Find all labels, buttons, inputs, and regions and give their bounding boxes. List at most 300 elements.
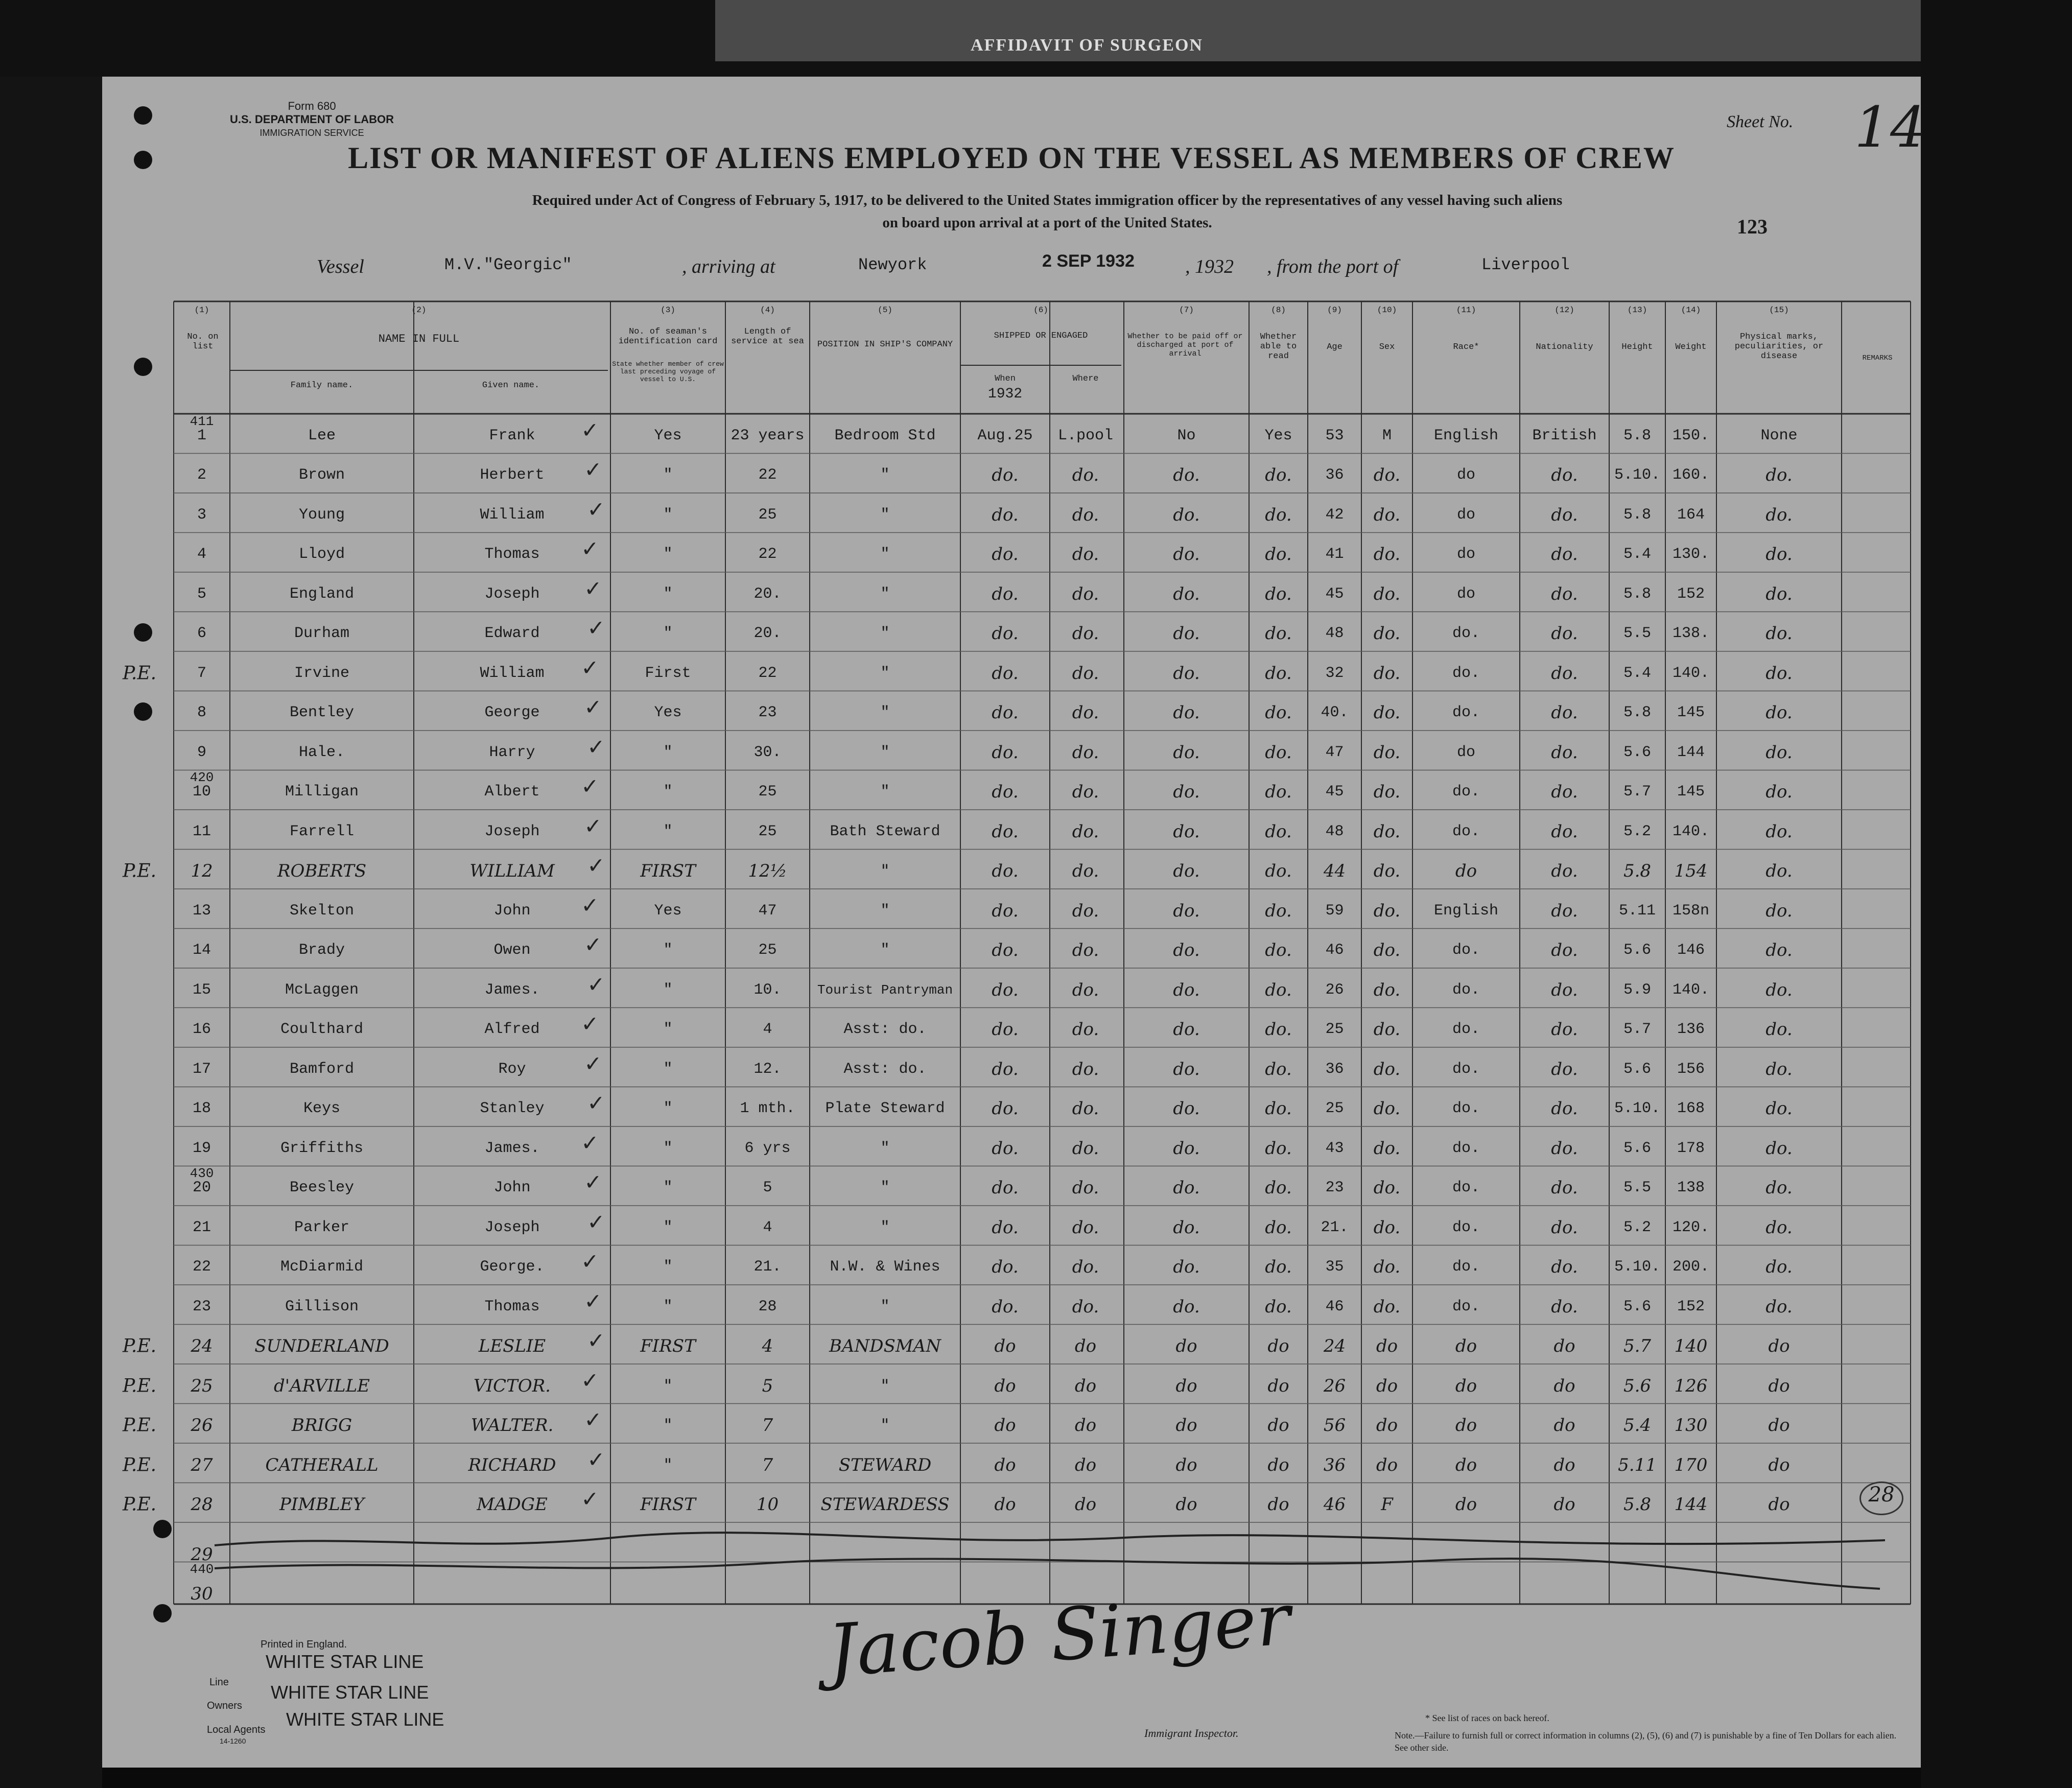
family-name-cell: Gillison (285, 1298, 359, 1315)
header-weight: Weight (1675, 342, 1707, 352)
affidavit-heading: AFFIDAVIT OF SURGEON (971, 36, 1203, 55)
row-number-cell: 6 (197, 625, 206, 643)
row-number-cell: 15 (192, 981, 211, 999)
column-number: (10) (1377, 305, 1397, 315)
family-name-cell: CATHERALL (265, 1454, 379, 1475)
height-cell: 5.6 (1623, 743, 1651, 761)
sheet-number-label: Sheet No. (1727, 112, 1794, 131)
length-of-service-cell: 7 (762, 1454, 773, 1475)
check-mark-icon: ✓ (588, 734, 603, 762)
engaged-where-cell: do. (1072, 1098, 1099, 1119)
check-mark-icon: ✓ (588, 497, 603, 525)
length-of-service-cell: 20. (754, 625, 782, 643)
column-number: (6) (1033, 305, 1048, 315)
row-number-cell: 12 (191, 861, 213, 882)
seaman-card-cell: Yes (654, 704, 682, 722)
age-cell: 48 (1325, 822, 1344, 840)
able-to-read-cell: do. (1265, 782, 1292, 803)
sex-cell: do. (1373, 1217, 1401, 1238)
able-to-read-cell: do. (1265, 1138, 1292, 1159)
nationality-cell: do. (1551, 465, 1578, 486)
physical-marks-cell: do. (1765, 1098, 1793, 1119)
row-number-cell: 30 (191, 1584, 213, 1605)
engaged-where-cell: L.pool (1057, 427, 1114, 444)
family-name-cell: Coulthard (280, 1021, 364, 1039)
sex-cell: do. (1373, 742, 1401, 763)
able-to-read-cell: do (1267, 1336, 1289, 1357)
engaged-when-cell: do. (992, 742, 1019, 763)
given-name-cell: Thomas (484, 546, 540, 563)
sex-cell: do. (1373, 583, 1401, 604)
row-number-cell: 29 (191, 1544, 213, 1565)
engaged-when-cell: do. (992, 1138, 1019, 1159)
paid-off-cell: do. (1173, 465, 1200, 486)
physical-marks-cell: do. (1765, 1257, 1793, 1278)
column-number: (11) (1456, 305, 1476, 315)
height-cell: 5.6 (1623, 942, 1651, 959)
column-number: (4) (760, 305, 775, 315)
inspector-title: Immigrant Inspector. (1144, 1727, 1239, 1739)
height-cell: 5.7 (1623, 1021, 1651, 1039)
length-of-service-cell: 6 yrs (744, 1139, 791, 1157)
position-cell: Bath Steward (830, 822, 940, 840)
seaman-card-cell: " (663, 1100, 673, 1118)
given-name-cell: WILLIAM (469, 861, 555, 882)
row-number-cell: 25 (191, 1375, 213, 1396)
height-cell: 5.6 (1623, 1375, 1652, 1396)
paid-off-cell: do. (1173, 1217, 1200, 1238)
column-number: (1) (194, 305, 209, 315)
height-cell: 5.4 (1623, 1415, 1652, 1436)
column-number: (12) (1555, 305, 1574, 315)
length-of-service-cell: 25 (758, 506, 777, 524)
given-name-cell: Joseph (484, 585, 540, 603)
physical-marks-cell: do. (1765, 702, 1793, 723)
check-mark-icon: ✓ (585, 813, 600, 841)
height-cell: 5.4 (1623, 664, 1651, 682)
sex-cell: do. (1373, 702, 1401, 723)
paid-off-cell: do. (1173, 663, 1200, 684)
given-name-cell: RICHARD (468, 1454, 556, 1475)
engaged-when-cell: do. (992, 663, 1019, 684)
length-of-service-cell: 23 (758, 704, 777, 722)
weight-cell: 120. (1672, 1218, 1709, 1236)
given-name-cell: Thomas (484, 1298, 540, 1315)
length-of-service-cell: 10 (756, 1494, 779, 1515)
nationality-cell: do. (1551, 742, 1578, 763)
paid-off-cell: do (1175, 1454, 1197, 1475)
sex-cell: F (1381, 1494, 1393, 1515)
seaman-card-cell: " (663, 1298, 673, 1315)
owners-label: Owners (207, 1700, 242, 1711)
race-cell: do (1456, 466, 1475, 484)
race-cell: do (1455, 1494, 1477, 1515)
paid-off-cell: do. (1173, 1257, 1200, 1278)
age-cell: 32 (1325, 664, 1344, 682)
row-number-cell: 14 (192, 942, 211, 959)
list-mark: 440 (190, 1562, 214, 1578)
physical-marks-cell: do. (1765, 742, 1793, 763)
agents-company: WHITE STAR LINE (286, 1709, 444, 1730)
sex-cell: do. (1373, 1058, 1401, 1079)
engaged-when-cell: do (994, 1454, 1016, 1475)
family-name-cell: Young (298, 506, 345, 524)
paid-off-cell: do. (1173, 1138, 1200, 1159)
height-cell: 5.7 (1623, 783, 1651, 801)
seaman-card-cell: FIRST (640, 1494, 696, 1515)
check-mark-icon: ✓ (588, 616, 603, 644)
position-cell: " (880, 902, 890, 920)
able-to-read-cell: do. (1265, 900, 1292, 921)
engaged-where-cell: do. (1072, 1296, 1099, 1317)
family-name-cell: Irvine (294, 664, 350, 682)
sex-cell: do. (1373, 861, 1401, 882)
race-cell: do. (1452, 942, 1480, 959)
able-to-read-cell: do. (1265, 821, 1292, 842)
length-of-service-cell: 20. (754, 585, 782, 603)
check-mark-icon: ✓ (585, 576, 600, 604)
able-to-read-cell: do. (1265, 742, 1292, 763)
race-cell: do. (1452, 1218, 1480, 1236)
paid-off-cell: do. (1173, 821, 1200, 842)
family-name-cell: d'ARVILLE (273, 1375, 370, 1396)
paid-off-cell: do. (1173, 504, 1200, 525)
check-mark-icon: ✓ (585, 1170, 600, 1198)
length-of-service-cell: 10. (754, 981, 782, 999)
row-number-cell: 20 (192, 1179, 211, 1197)
sex-cell: do (1376, 1336, 1398, 1357)
sex-cell: do. (1373, 1257, 1401, 1278)
given-name-cell: Roy (498, 1060, 526, 1078)
weight-cell: 140 (1674, 1336, 1708, 1357)
given-name-cell: George. (480, 1258, 545, 1276)
race-cell: do. (1452, 1139, 1480, 1157)
header-position: POSITION IN SHIP'S COMPANY (817, 340, 953, 349)
sex-cell: do. (1373, 504, 1401, 525)
list-mark: 430 (190, 1166, 214, 1182)
seaman-card-cell: " (663, 981, 673, 999)
weight-cell: 160. (1672, 466, 1709, 484)
race-cell: do (1455, 1415, 1477, 1436)
position-cell: Bedroom Std (834, 427, 936, 444)
paid-off-cell: do. (1173, 900, 1200, 921)
race-cell: do. (1452, 625, 1480, 643)
age-cell: 25 (1325, 1021, 1344, 1039)
nationality-cell: do. (1551, 504, 1578, 525)
nationality-cell: do (1553, 1454, 1575, 1475)
row-number-cell: 22 (192, 1258, 211, 1276)
length-of-service-cell: 12. (754, 1060, 782, 1078)
paid-off-cell: do (1175, 1336, 1197, 1357)
age-cell: 36 (1323, 1454, 1346, 1475)
position-cell: Asst: do. (843, 1060, 927, 1078)
engaged-when-cell: do. (992, 702, 1019, 723)
engaged-when-cell: do (994, 1375, 1016, 1396)
row-number-cell: 21 (192, 1218, 211, 1236)
header-nationality: Nationality (1536, 342, 1593, 352)
weight-cell: 156 (1677, 1060, 1705, 1078)
weight-cell: 138 (1677, 1179, 1705, 1197)
row-number-cell: 27 (191, 1454, 213, 1475)
column-number: (7) (1179, 305, 1194, 315)
length-of-service-cell: 23 years (731, 427, 805, 444)
pe-annotation: P.E. (123, 1375, 157, 1397)
length-of-service-cell: 21. (754, 1258, 782, 1276)
header-family-name: Family name. (290, 381, 354, 390)
sex-cell: do. (1373, 900, 1401, 921)
able-to-read-cell: do (1267, 1454, 1289, 1475)
length-of-service-cell: 5 (762, 1375, 773, 1396)
physical-marks-cell: do. (1765, 1138, 1793, 1159)
able-to-read-cell: do. (1265, 504, 1292, 525)
weight-cell: 158n (1672, 902, 1709, 920)
physical-marks-cell: do. (1765, 663, 1793, 684)
age-cell: 41 (1325, 546, 1344, 563)
engaged-when-cell: do. (992, 861, 1019, 882)
physical-marks-cell: do. (1765, 979, 1793, 1000)
sex-cell: do. (1373, 663, 1401, 684)
race-cell: do. (1452, 704, 1480, 722)
check-mark-icon: ✓ (588, 972, 603, 1000)
engaged-when-cell: do. (992, 1098, 1019, 1119)
age-cell: 40. (1321, 704, 1349, 722)
header-seaman-card: No. of seaman's identification card (618, 327, 718, 346)
sex-cell: do. (1373, 465, 1401, 486)
family-name-cell: Farrell (289, 822, 355, 840)
height-cell: 5.6 (1623, 1139, 1651, 1157)
pe-annotation: P.E. (123, 1454, 157, 1476)
header-length-of-service: Length of service at sea (731, 327, 804, 346)
physical-marks-cell: do. (1765, 504, 1793, 525)
age-cell: 56 (1323, 1415, 1346, 1436)
given-name-cell: William (480, 506, 545, 524)
seaman-card-cell: FIRST (640, 861, 696, 882)
family-name-cell: McLaggen (285, 981, 359, 999)
header-sex: Sex (1379, 342, 1395, 352)
check-mark-icon: ✓ (588, 1328, 603, 1356)
seaman-card-cell: " (663, 743, 673, 761)
seaman-card-cell: " (663, 1021, 673, 1039)
check-mark-icon: ✓ (585, 932, 600, 960)
physical-marks-cell: do. (1765, 782, 1793, 803)
weight-cell: 178 (1677, 1139, 1705, 1157)
height-cell: 5.10. (1614, 1100, 1660, 1118)
able-to-read-cell: do. (1265, 544, 1292, 565)
able-to-read-cell: do. (1265, 979, 1292, 1000)
position-cell: " (880, 1218, 890, 1236)
age-cell: 53 (1325, 427, 1344, 444)
row-number-cell: 8 (197, 704, 206, 722)
age-cell: 26 (1323, 1375, 1346, 1396)
pe-annotation: P.E. (123, 860, 157, 882)
paid-off-cell: do (1175, 1494, 1197, 1515)
physical-marks-cell: do (1768, 1375, 1790, 1396)
engaged-when-cell: do (994, 1494, 1016, 1515)
nationality-cell: do. (1551, 1058, 1578, 1079)
physical-marks-cell: do. (1765, 583, 1793, 604)
engaged-when-cell: do. (992, 504, 1019, 525)
able-to-read-cell: do. (1265, 465, 1292, 486)
family-name-cell: Brown (298, 466, 345, 484)
family-name-cell: McDiarmid (280, 1258, 364, 1276)
engaged-where-cell: do. (1072, 623, 1099, 644)
family-name-cell: Parker (294, 1218, 350, 1236)
header-age: Age (1327, 342, 1343, 352)
position-cell: Asst: do. (843, 1021, 927, 1039)
height-cell: 5.10. (1614, 466, 1660, 484)
check-mark-icon: ✓ (582, 1249, 597, 1277)
vessel-name: M.V."Georgic" (444, 255, 572, 274)
family-name-cell: SUNDERLAND (254, 1336, 389, 1357)
length-of-service-cell: 47 (758, 902, 777, 920)
race-cell: do. (1452, 981, 1480, 999)
seaman-card-cell: First (645, 664, 691, 682)
nationality-cell: do. (1551, 1138, 1578, 1159)
able-to-read-cell: do. (1265, 1296, 1292, 1317)
check-mark-icon: ✓ (582, 1487, 597, 1515)
height-cell: 5.7 (1623, 1336, 1652, 1357)
nationality-cell: do. (1551, 782, 1578, 803)
sex-cell: do (1376, 1415, 1398, 1436)
paid-off-cell: do. (1173, 979, 1200, 1000)
race-cell: do (1456, 546, 1475, 563)
year-label: , 1932 (1185, 256, 1234, 277)
nationality-cell: do. (1551, 821, 1578, 842)
length-of-service-cell: 25 (758, 822, 777, 840)
given-name-cell: Owen (493, 942, 531, 959)
race-cell: do. (1452, 1060, 1480, 1078)
height-cell: 5.8 (1623, 704, 1651, 722)
line-label: Line (209, 1677, 229, 1688)
position-cell: " (880, 1298, 890, 1315)
engaged-when-cell: do. (992, 544, 1019, 565)
seaman-card-cell: " (664, 1454, 672, 1475)
row-number-cell: 4 (197, 546, 206, 563)
able-to-read-cell: do. (1265, 1019, 1292, 1040)
able-to-read-cell: do. (1265, 702, 1292, 723)
check-mark-icon: ✓ (585, 1288, 600, 1316)
age-cell: 35 (1325, 1258, 1344, 1276)
race-cell: do. (1452, 1100, 1480, 1118)
age-cell: 36 (1325, 466, 1344, 484)
nationality-cell: do. (1551, 544, 1578, 565)
row-number-cell: 3 (197, 506, 206, 524)
row-number-cell: 2 (197, 466, 206, 484)
check-mark-icon: ✓ (588, 853, 603, 881)
engaged-where-cell: do. (1072, 1058, 1099, 1079)
seaman-card-cell: " (663, 1258, 673, 1276)
sex-cell: do. (1373, 821, 1401, 842)
engaged-where-cell: do (1074, 1375, 1097, 1396)
weight-cell: 140. (1672, 822, 1709, 840)
race-cell: do. (1452, 822, 1480, 840)
engaged-when-cell: do. (992, 1058, 1019, 1079)
length-of-service-cell: 30. (754, 743, 782, 761)
header-given-name: Given name. (482, 381, 540, 390)
sex-cell: do. (1373, 1138, 1401, 1159)
seaman-card-cell: " (663, 822, 673, 840)
height-cell: 5.6 (1623, 1060, 1651, 1078)
given-name-cell: Joseph (484, 822, 540, 840)
physical-marks-cell: do. (1765, 940, 1793, 961)
nationality-cell: do. (1551, 979, 1578, 1000)
sex-cell: do. (1373, 979, 1401, 1000)
length-of-service-cell: 4 (763, 1021, 772, 1039)
length-of-service-cell: 12½ (748, 861, 787, 882)
check-mark-icon: ✓ (585, 695, 600, 723)
pe-annotation: P.E. (123, 1415, 157, 1436)
check-mark-icon: ✓ (585, 1407, 600, 1436)
given-name-cell: Herbert (480, 466, 545, 484)
age-cell: 36 (1325, 1060, 1344, 1078)
race-cell: do (1456, 743, 1475, 761)
age-cell: 42 (1325, 506, 1344, 524)
family-name-cell: ROBERTS (277, 861, 367, 882)
sex-cell: do. (1373, 940, 1401, 961)
nationality-cell: do (1553, 1375, 1575, 1396)
race-cell: do. (1452, 664, 1480, 682)
paid-off-cell: do. (1173, 1098, 1200, 1119)
height-cell: 5.10. (1614, 1258, 1660, 1276)
row-number-cell: 16 (192, 1021, 211, 1039)
check-mark-icon: ✓ (582, 417, 597, 445)
position-cell: " (880, 585, 890, 603)
position-cell: BANDSMAN (829, 1336, 941, 1357)
nationality-cell: do. (1551, 663, 1578, 684)
position-cell: " (880, 466, 890, 484)
engaged-where-cell: do. (1072, 782, 1099, 803)
check-mark-icon: ✓ (582, 1011, 597, 1040)
engaged-when-cell: do. (992, 1178, 1019, 1198)
family-name-cell: Hale. (298, 743, 345, 761)
length-of-service-cell: 4 (762, 1336, 773, 1357)
column-number: (5) (878, 305, 892, 315)
able-to-read-cell: do (1267, 1375, 1289, 1396)
weight-cell: 145 (1677, 783, 1705, 801)
paid-off-cell: No (1177, 427, 1196, 444)
header-no-on-list: No. on list (187, 332, 219, 351)
nationality-cell: British (1532, 427, 1597, 444)
manifest-subtitle: Required under Act of Congress of February 5, 1917, to be delivered to the United States immigration officer by the representatives of any vessel having such aliens on board upon arrival at a port of the United States. (532, 192, 1563, 231)
able-to-read-cell: do. (1265, 1178, 1292, 1198)
paid-off-cell: do. (1173, 702, 1200, 723)
race-cell: English (1433, 427, 1499, 444)
height-cell: 5.4 (1623, 546, 1651, 563)
able-to-read-cell: do. (1265, 663, 1292, 684)
sex-cell: do. (1373, 1098, 1401, 1119)
height-cell: 5.8 (1623, 861, 1652, 882)
column-number: (8) (1271, 305, 1286, 315)
height-cell: 5.2 (1623, 1218, 1651, 1236)
sex-cell: M (1382, 427, 1392, 444)
check-mark-icon: ✓ (585, 1051, 600, 1079)
position-cell: N.W. & Wines (830, 1258, 940, 1276)
nationality-cell: do. (1551, 583, 1578, 604)
sex-cell: do. (1373, 1296, 1401, 1317)
given-name-cell: George (484, 704, 540, 722)
paid-off-cell: do. (1173, 782, 1200, 803)
given-name-cell: John (493, 902, 531, 920)
engaged-where-cell: do. (1072, 861, 1099, 882)
races-note: * See list of races on back hereof. (1425, 1713, 1549, 1723)
pe-annotation: P.E. (123, 1494, 157, 1515)
length-of-service-cell: 25 (758, 783, 777, 801)
physical-marks-cell: None (1760, 427, 1798, 444)
sex-cell: do (1376, 1454, 1398, 1475)
seaman-card-cell: " (663, 546, 673, 563)
paid-off-cell: do (1175, 1375, 1197, 1396)
header-physical-marks: Physical marks, peculiarities, or disease (1734, 332, 1824, 361)
